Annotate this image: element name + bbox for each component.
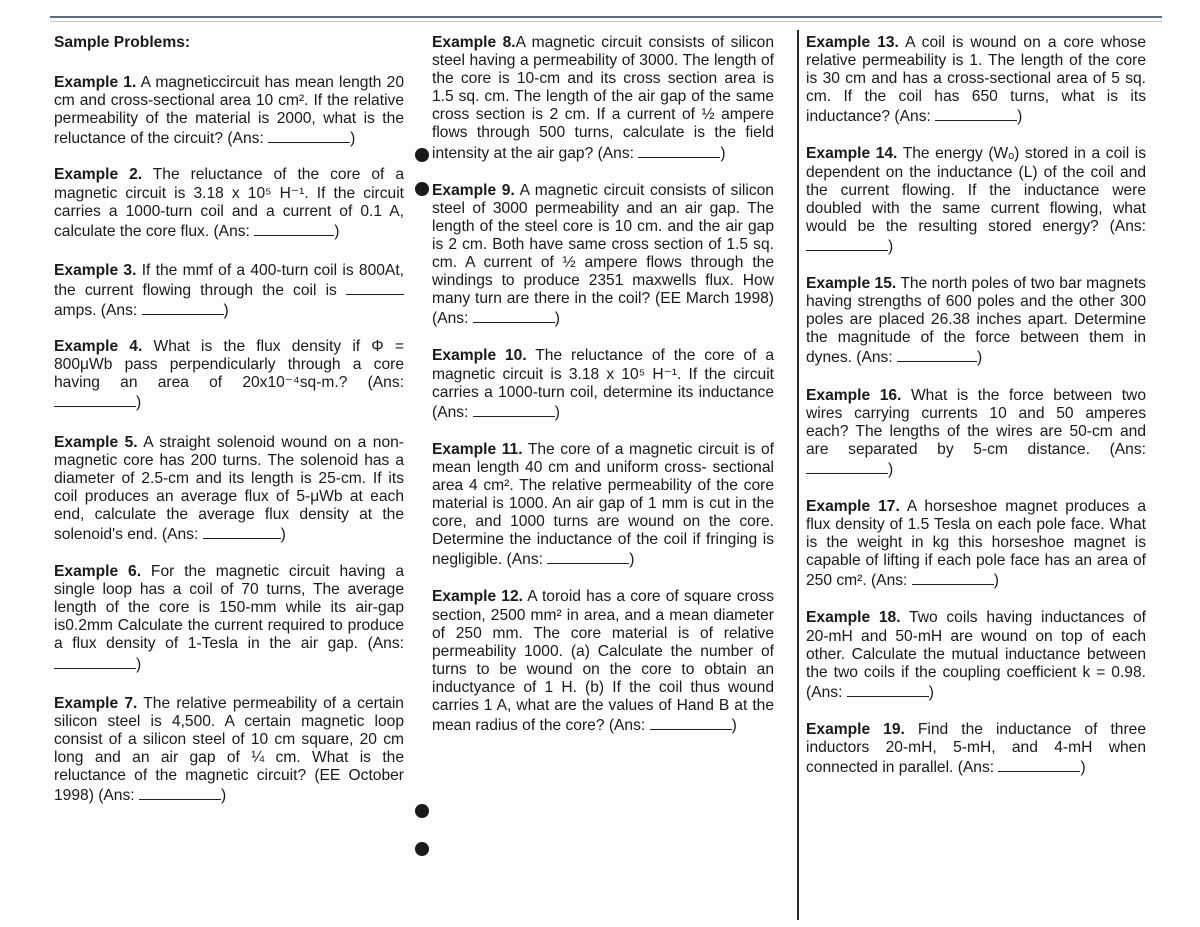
answer-blank[interactable]: [142, 300, 224, 315]
example-1: Example 1. A magneticcircuit has mean length 20 cm and cross-sectional area 10 cm². If the relative permeability of the material is 2000, what is the reluctance of the circuit? (Ans: ): [54, 74, 404, 148]
answer-blank[interactable]: [473, 402, 555, 417]
example-10: Example 10. The reluctance of the core of a magnetic circuit is 3.18 x 10⁵ H⁻¹. If the circuit carries a 1000-turn coil, determine its inductance (Ans: ): [432, 347, 774, 421]
answer-blank[interactable]: [54, 654, 136, 669]
example-7: Example 7. The relative permeability of a certain silicon steel is 4,500. A certain magnetic loop consist of a silicon steel of 10 cm square, 20 cm long and an air gap of ¼ cm. What is the reluctance of the magnetic circuit? (EE October 1998) (Ans: ): [54, 694, 404, 805]
example-8: Example 8.A magnetic circuit consists of silicon steel having a permeability of 3000. The length of the core is 10-cm and its cross section area is 1.5 sq. cm. The length of the air gap of the same cross section is 2 cm. If a current of ½ ampere flows through 500 turns, calculate is the field intensity at the air gap? (Ans: ): [432, 34, 774, 162]
column-divider: [797, 30, 799, 920]
answer-blank[interactable]: [912, 570, 994, 585]
answer-blank[interactable]: [638, 143, 720, 158]
answer-blank[interactable]: [139, 785, 221, 800]
answer-blank[interactable]: [254, 221, 334, 236]
example-19: Example 19. Find the inductance of three inductors 20-mH, 5-mH, and 4-mH when connected in parallel. (Ans: ): [806, 720, 1146, 777]
column-1: [54, 34, 404, 823]
example-13: Example 13. A coil is wound on a core whose relative permeability is 1. The length of the core is 30 cm and has a cross-sectional area of 5 sq. cm. If the coil has 650 turns, what is its inductance? (Ans: ): [806, 34, 1147, 126]
column-3: [806, 34, 1146, 795]
example-5: Example 5. A straight solenoid wound on a non-magnetic core has 200 turns. The solenoid has a diameter of 2.5-cm and its length is 25-cm. If its coil produces an average flux of 5-μWb at each end, calculate the average flux density at the solenoid's end. (Ans: ): [54, 433, 404, 543]
answer-blank[interactable]: [806, 459, 888, 474]
example-16: Example 16. What is the force between two wires carrying currents 10 and 50 amperes each? The lengths of the wires are 50-cm and are separated by 5-cm distance. (Ans: ): [806, 386, 1146, 478]
answer-blank[interactable]: [806, 236, 888, 251]
example-17: Example 17. A horseshoe magnet produces a flux density of 1.5 Tesla on each pole face. What is the weight in kg this horseshoe magnet is capable of lifting if each pole face has an area of 250 cm². (Ans: ): [806, 497, 1146, 590]
example-14: Example 14. The energy (Wₒ) stored in a coil is dependent on the inductance (L) of the coil and the current flowing. If the inductance were doubled with the same current flowing, what would be the resulting stored energy? (Ans: ): [806, 145, 1146, 255]
binding-hole-mark-icon: [415, 842, 429, 856]
example-4: Example 4. What is the flux density if Φ = 800μWb pass perpendicularly through a core having an area of 20x10⁻⁴sq-m.? (Ans: ): [54, 338, 404, 412]
example-6: Example 6. For the magnetic circuit having a single loop has a coil of 70 turns, The average length of the core is 150-mm while its air-gap is0.2mm Calculate the current required to produce a flux density of 1-Tesla in the air gap. (Ans: ): [54, 563, 404, 673]
answer-blank[interactable]: [346, 280, 404, 295]
binding-hole-mark-icon: [415, 148, 429, 162]
binding-hole-mark-icon: [415, 182, 429, 196]
answer-blank[interactable]: [650, 715, 732, 730]
column-2: [432, 34, 774, 753]
example-3: Example 3. If the mmf of a 400-turn coil is 800At, the current flowing through the coil is amps. (Ans: ): [54, 261, 404, 320]
answer-blank[interactable]: [473, 308, 555, 323]
answer-blank[interactable]: [847, 682, 929, 697]
binding-hole-mark-icon: [415, 804, 429, 818]
page-heading: Sample Problems:: [54, 34, 191, 51]
answer-blank[interactable]: [547, 549, 629, 564]
example-2: Example 2. The reluctance of the core of a magnetic circuit is 3.18 x 10⁵ H⁻¹. If the circuit carries a 1000-turn coil and a current of 0.1 A, calculate the core flux. (Ans: ): [54, 166, 404, 240]
top-rule: [50, 16, 1162, 18]
top-rule-secondary: [50, 21, 1162, 22]
example-9: Example 9. A magnetic circuit consists of silicon steel of 3000 permeability and an air gap. The length of the steel core is 10 cm. and the air gap is 2 cm. Both have same cross section of 1.5 sq. cm. A current of ½ ampere flows through the windings to produce 2351 maxwells flux. How many turn are there in the coil? (EE March 1998) (Ans: ): [432, 181, 774, 328]
answer-blank[interactable]: [268, 128, 350, 143]
example-15: Example 15. The north poles of two bar magnets having strengths of 600 poles and the other 300 poles are placed 26.38 inches apart. Determine the magnitude of the force between them in dynes. (Ans: ): [806, 275, 1146, 367]
answer-blank[interactable]: [935, 106, 1017, 121]
answer-blank[interactable]: [203, 524, 281, 539]
example-11: Example 11. The core of a magnetic circuit is of mean length 40 cm and uniform cross- sectional area 4 cm². The relative permeability of the core material is 1000. An air gap of 1 mm is cut in the core, and 1000 turns are wound on the core. Determine the inductance of the coil if fringing is negligible. (Ans: ): [432, 440, 774, 569]
example-12: Example 12. A toroid has a core of square cross section, 2500 mm² in area, and a mean diameter of 250 mm. The core material is of relative permeability 1000. (a) Calculate the number of turns to be wound on the core to obtain an inductyance of 1 H. (b) If the coil thus wound carries 1 A, what are the values of Hand B at the mean radius of the core? (Ans: ): [432, 588, 774, 735]
answer-blank[interactable]: [897, 347, 977, 362]
answer-blank[interactable]: [54, 392, 136, 407]
example-18: Example 18. Two coils having inductances of 20-mH and 50-mH are wound on top of each other. Calculate the mutual inductance between the two coils if the coupling coefficient k = 0.98. (Ans: ): [806, 609, 1146, 701]
answer-blank[interactable]: [998, 757, 1080, 772]
